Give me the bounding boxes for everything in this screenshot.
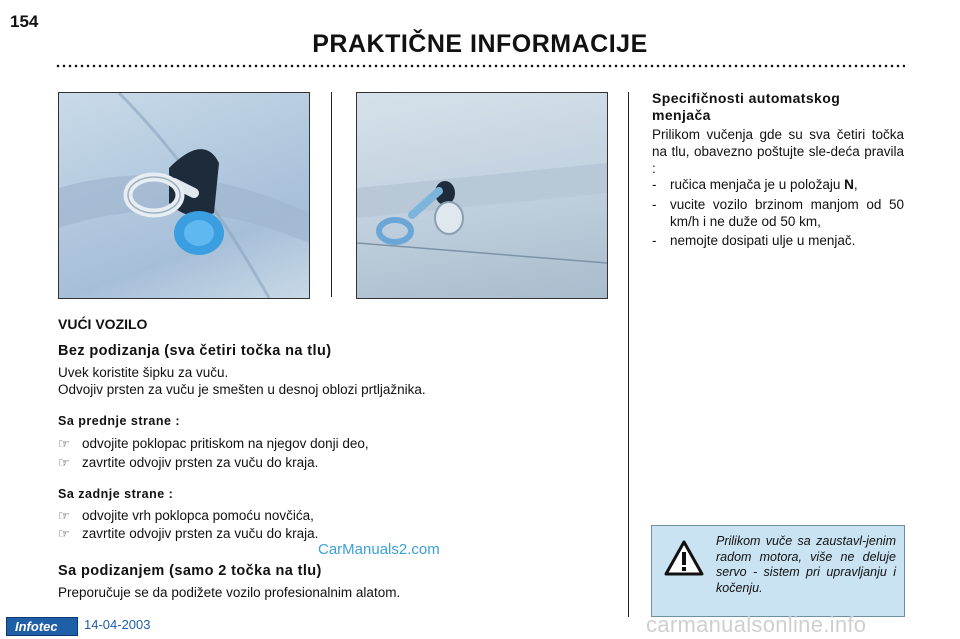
rear-heading: Sa zadnje strane : <box>58 487 174 501</box>
dotted-divider <box>55 64 905 68</box>
rear-tow-ring-photo <box>356 92 608 299</box>
paragraph-line: Odvojiv prsten za vuču je smešten u desnoj oblozi prtljažnika. <box>58 382 426 397</box>
auto-gearbox-intro: Prilikom vučenja gde su sva četiri točka na tlu, obavezno poštujte sle-deća pravila : <box>652 127 904 176</box>
list-item: - ručica menjača je u položaju N, <box>652 177 858 192</box>
paragraph-line: Preporučuje se da podižete vozilo profesionalnim alatom. <box>58 585 401 600</box>
warning-text: Prilikom vuče sa zaustavl-jenim radom motora, više ne deluje servo - sistem pri upravljanju i kočenju. <box>716 534 896 595</box>
paragraph-line: Uvek koristite šipku za vuču. <box>58 365 229 380</box>
list-item: - vucite vozilo brzinom manjom od 50 km/h i ne duže od 50 km, <box>652 197 904 229</box>
subsection-title-with-lift: Sa podizanjem (samo 2 točka na tlu) <box>58 563 322 579</box>
rear-tow-ring-illustration <box>357 93 607 298</box>
front-tow-ring-photo <box>58 92 310 299</box>
list-item: - nemojte dosipati ulje u menjač. <box>652 233 856 248</box>
footer-date: 14-04-2003 <box>84 617 151 632</box>
pointing-hand-icon: ☞ <box>58 455 70 470</box>
subsection-title-no-lift: Bez podizanja (sva četiri točka na tlu) <box>58 343 332 359</box>
section-title: VUĆI VOZILO <box>58 316 148 332</box>
pointing-hand-icon: ☞ <box>58 526 70 541</box>
pointing-hand-icon: ☞ <box>58 436 70 451</box>
watermark: CarManuals2.com <box>318 541 440 558</box>
vertical-divider <box>331 92 332 297</box>
warning-triangle-icon <box>664 540 704 581</box>
page-title: PRAKTIČNE INFORMACIJE <box>312 30 648 58</box>
page-number: 154 <box>10 12 39 31</box>
auto-gearbox-title: Specifičnosti automatskog menjača <box>652 90 841 123</box>
footer-watermark: carmanualsonline.info <box>646 612 867 637</box>
infotec-logo: Infotec <box>6 617 78 636</box>
front-heading: Sa prednje strane : <box>58 414 181 428</box>
column-divider <box>628 92 629 617</box>
front-tow-ring-illustration <box>59 93 309 298</box>
pointing-hand-icon: ☞ <box>58 508 70 523</box>
